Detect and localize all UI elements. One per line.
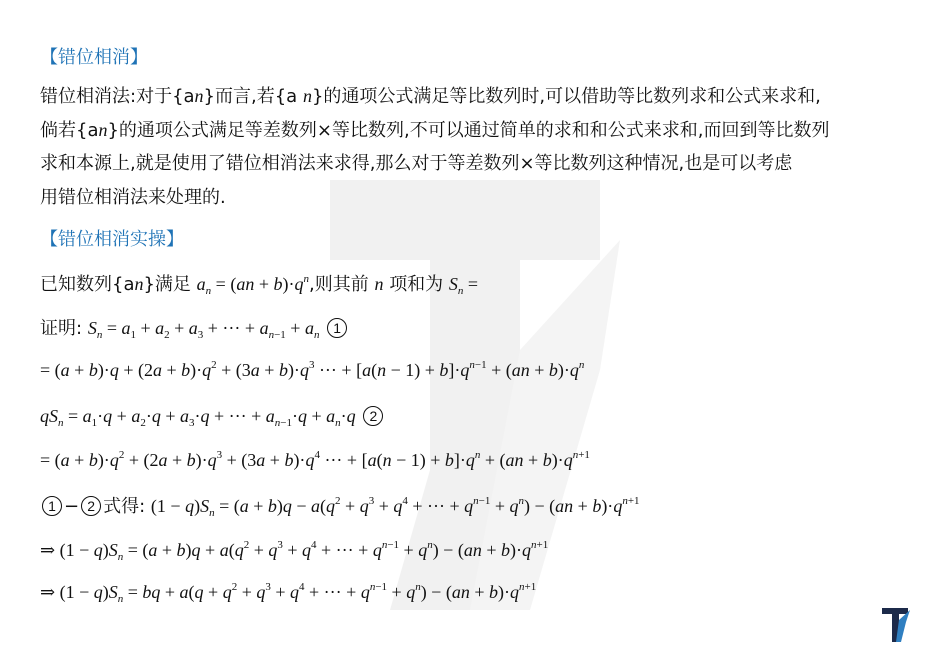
proof-line-5: 1 − 2 式得: $(1 - q)S_n = (a + b)q - a(q^2 + q^3 + q^4$ + ··· + $q^{n-1} + q^n) - (an + b)\cdot q^{n+1}$: [40, 494, 640, 519]
section-heading-1: 【错位相消】: [40, 47, 148, 68]
proof-line-2: = $(a + b)\cdot q + (2a + b)\cdot q^2 + (3a + b)\cdot q^3$ ··· + $[a(n - 1) + b]\cdot q^{n-1} + (an + b)\cdot q^n$: [40, 359, 585, 380]
proof-line-1: 证明: $S_n = a_1 + a_2 + a_3$ + ··· + $a_{n-1} + a_n$ 1: [40, 316, 349, 341]
problem-statement: 已知数列{an}满足 $a_n = (an + b)\cdot q^n$,则其前 n 项和为 $S_n$ =: [40, 273, 479, 297]
circled-number-1b: 1: [42, 496, 62, 516]
proof-line-6: ⇒ $(1 - q)S_n = (a + b)q + a(q^2 + q^3 + q^4$ + ··· + $q^{n-1} + q^n) - (an + b)\cdot q^{n+1}$: [40, 539, 549, 563]
paragraph-line-1: 错位相消法:对于{an}而言,若{a n}的通项公式满足等比数列时,可以借助等比数列求和公式来求和,: [40, 86, 821, 107]
circled-number-2b: 2: [81, 496, 101, 516]
proof-line-7: ⇒ $(1 - q)S_n$ = bq + $a(q + q^2 + q^3 + q^4$ + ··· + $q^{n-1} + q^n) - (an + b)\cdot q^{n+1}$: [40, 581, 537, 605]
circled-number-1: 1: [327, 318, 347, 338]
proof-line-3: $qS_n = a_1\cdot q + a_2\cdot q + a_3\cdot q$ + ··· + $a_{n-1}\cdot q + a_n\cdot q$ 2: [40, 404, 385, 429]
proof-line-4: = $(a + b)\cdot q^2 + (2a + b)\cdot q^3 + (3a + b)\cdot q^4$ ··· + $[a(n - 1) + b]\cdot q^n + (an + b)\cdot q^{n+1}$: [40, 449, 590, 470]
section-heading-2: 【错位相消实操】: [40, 229, 184, 250]
paragraph-line-3: 求和本源上,就是使用了错位相消法来求得,那么对于等差数列×等比数列这种情况,也是可以考虑: [40, 153, 793, 174]
circled-number-2: 2: [363, 406, 383, 426]
brand-logo-icon: [882, 608, 910, 642]
paragraph-line-4: 用错位相消法来处理的.: [40, 187, 226, 208]
paragraph-line-2: 倘若{an}的通项公式满足等差数列×等比数列,不可以通过简单的求和和公式来求和,而回到等比数列: [40, 120, 830, 141]
